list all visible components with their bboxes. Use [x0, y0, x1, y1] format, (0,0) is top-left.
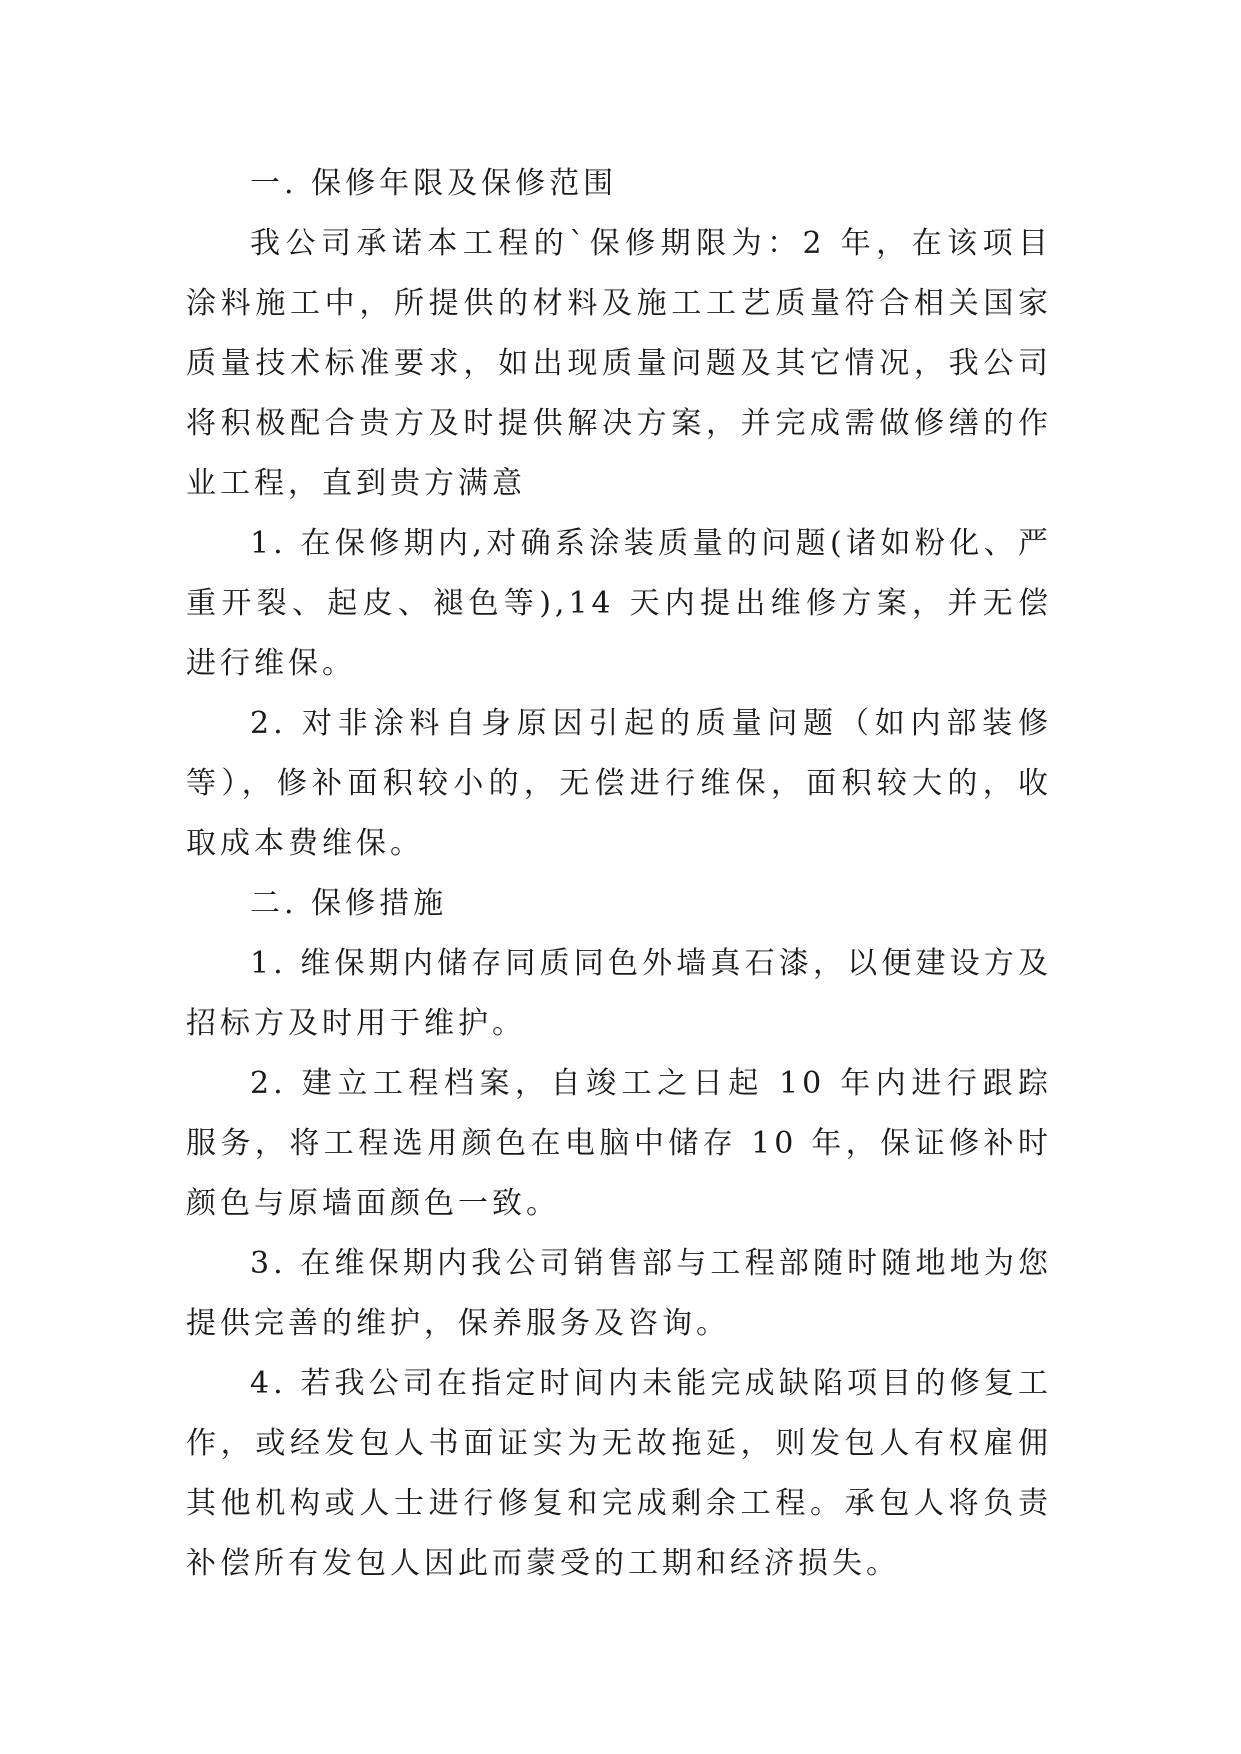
paragraph-measure-1: 1. 维保期内储存同质同色外墙真石漆，以便建设方及招标方及时用于维护。 [186, 946, 1052, 1041]
paragraph-measure-4: 4. 若我公司在指定时间内未能完成缺陷项目的修复工作，或经发包人书面证实为无故拖延，则发包人有权雇佣其他机构或人士进行修复和完成剩余工程。承包人将负责补偿所有发包人因此而蒙受的工期和经济损失。 [186, 1366, 1052, 1581]
paragraph-measure-2: 2. 建立工程档案，自竣工之日起 10 年内进行跟踪服务，将工程选用颜色在电脑中储存 10 年，保证修补时颜色与原墙面颜色一致。 [186, 1066, 1052, 1221]
section-heading-warranty-measures: 二. 保修措施 [250, 886, 448, 921]
section-heading-warranty-scope: 一. 保修年限及保修范围 [250, 166, 618, 201]
paragraph-item-1: 1. 在保修期内,对确系涂装质量的问题(诸如粉化、严重开裂、起皮、褪色等),14 天内提出维修方案，并无偿进行维保。 [186, 526, 1052, 681]
paragraph-warranty-commitment: 我公司承诺本工程的`保修期限为：2 年，在该项目涂料施工中，所提供的材料及施工工艺质量符合相关国家质量技术标准要求，如出现质量问题及其它情况，我公司将积极配合贵方及时提供解决方案，并完成需做修缮的作业工程，直到贵方满意 [186, 226, 1052, 501]
paragraph-measure-3: 3. 在维保期内我公司销售部与工程部随时随地地为您提供完善的维护，保养服务及咨询。 [186, 1246, 1052, 1341]
document-body [186, 154, 1052, 1594]
paragraph-item-2: 2. 对非涂料自身原因引起的质量问题（如内部装修等），修补面积较小的，无偿进行维保，面积较大的，收取成本费维保。 [186, 706, 1052, 861]
